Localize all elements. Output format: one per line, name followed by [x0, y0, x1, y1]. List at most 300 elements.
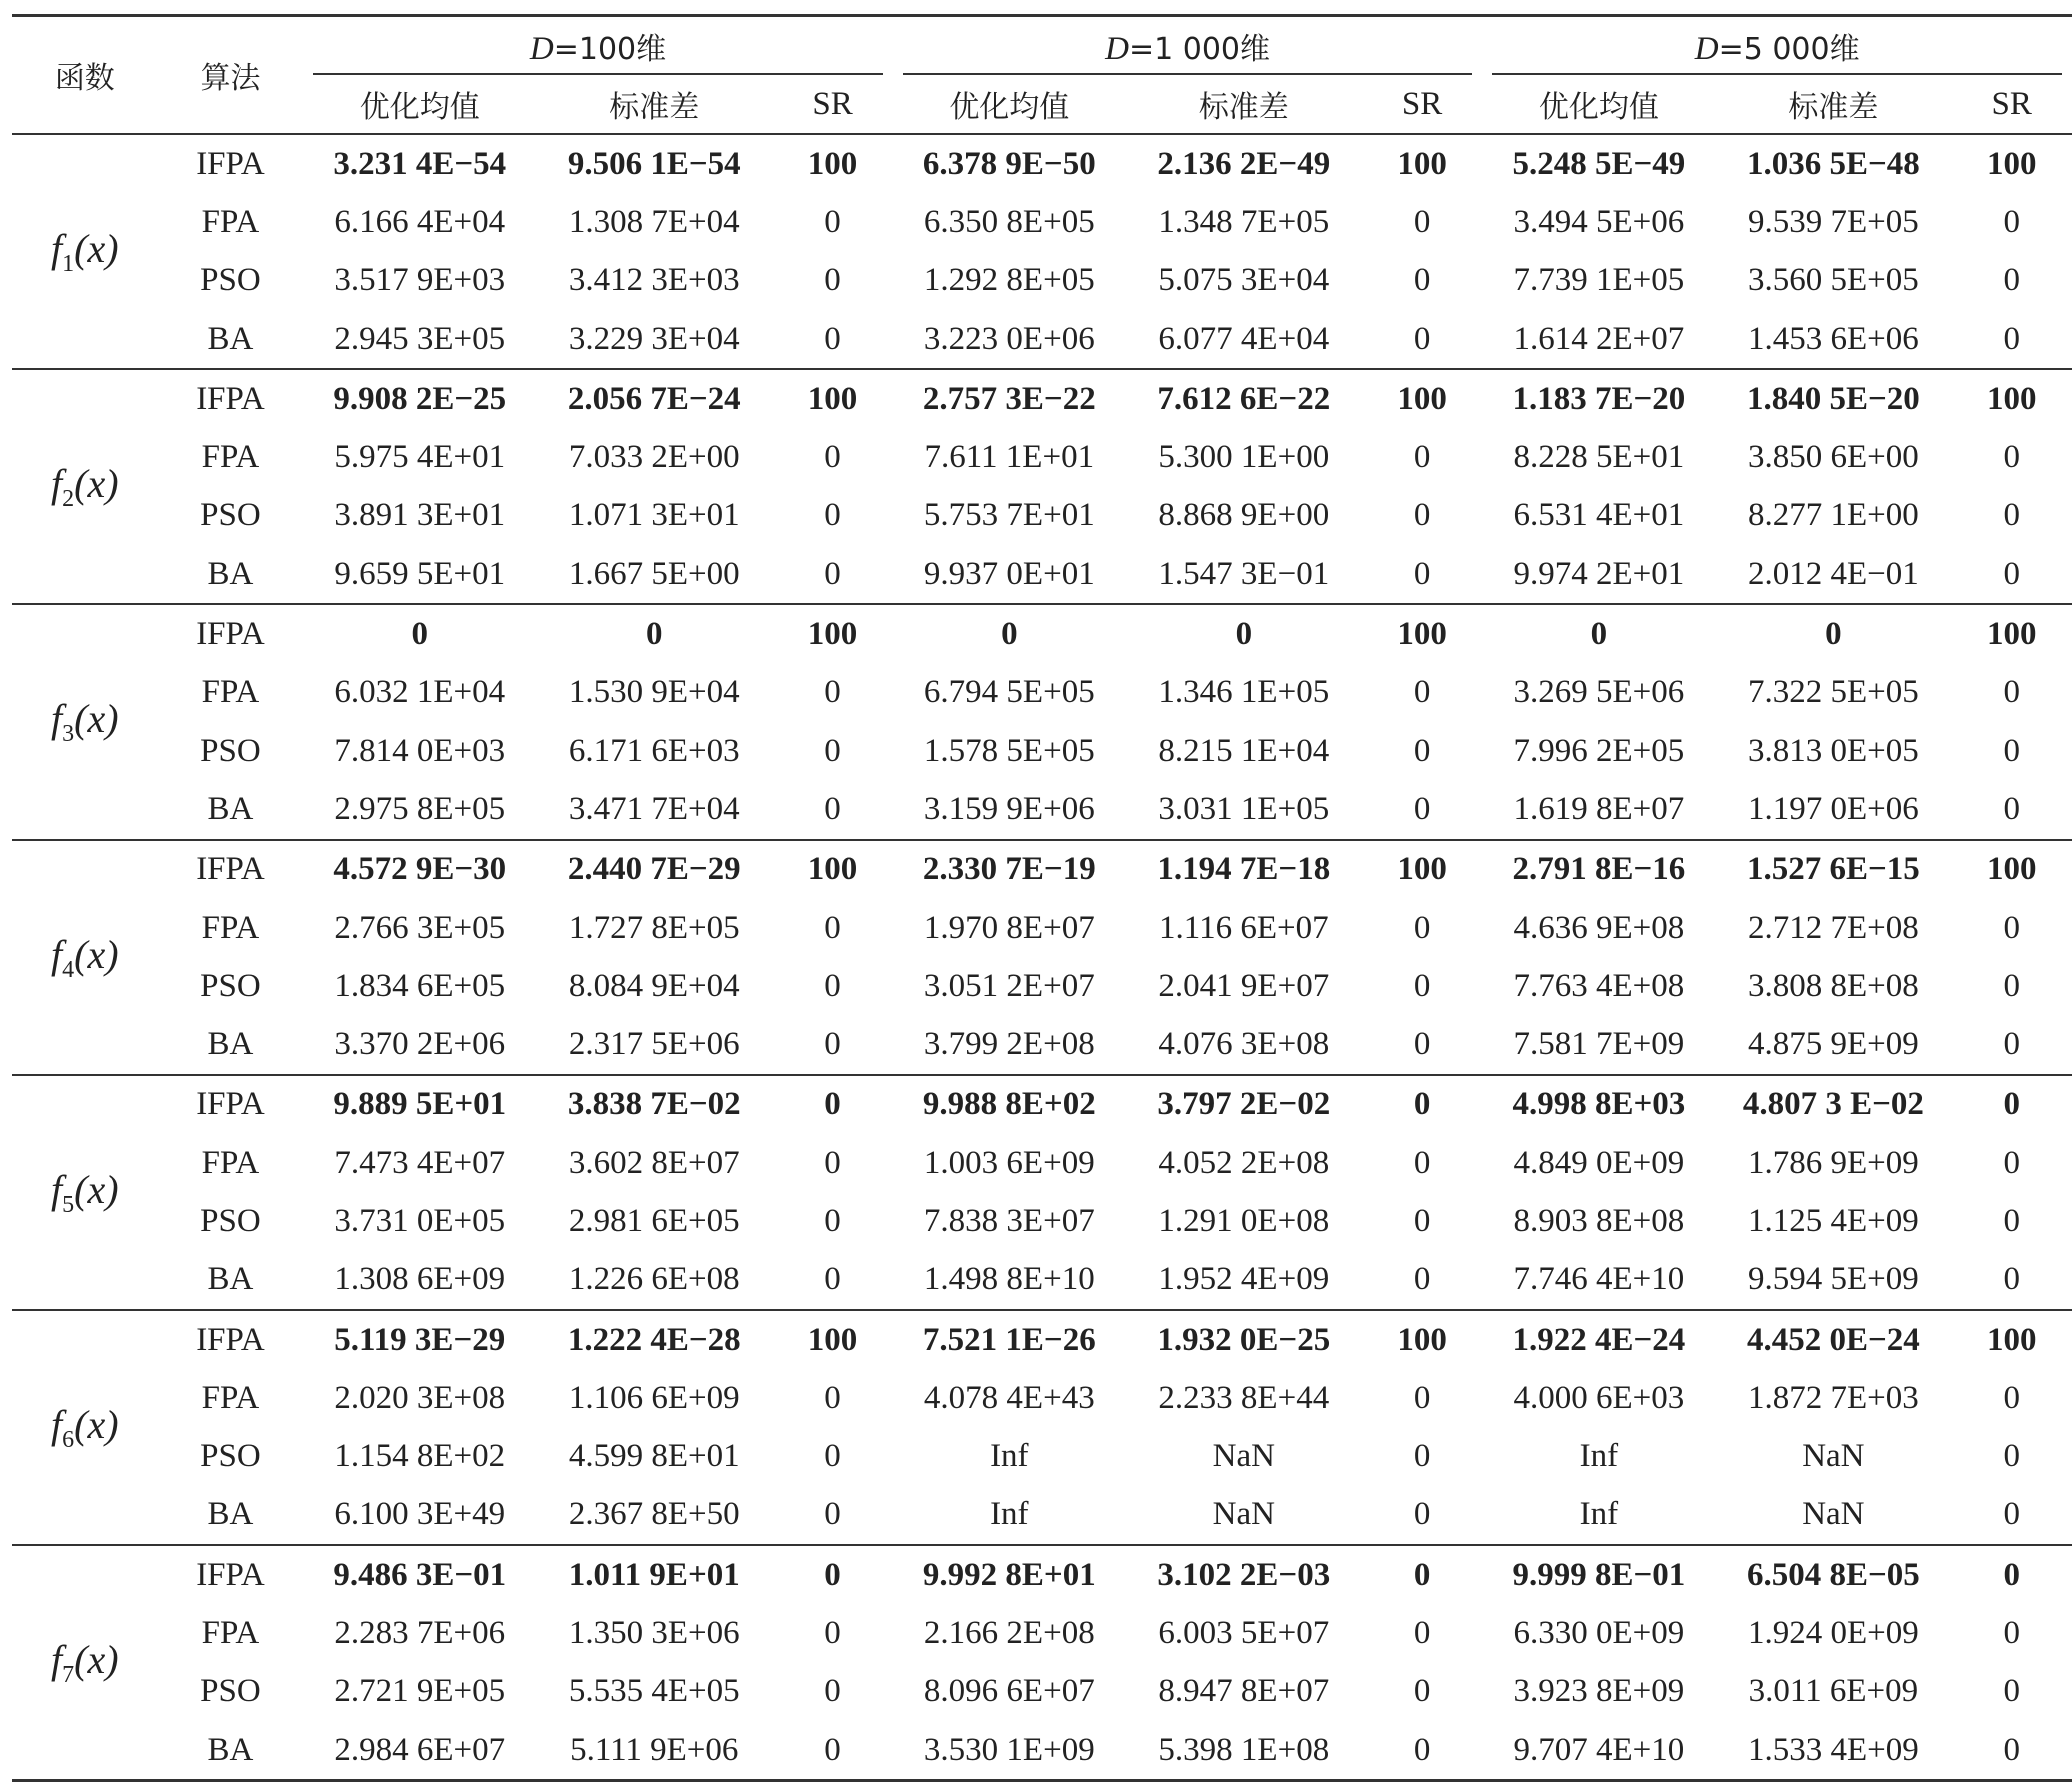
- mean-cell: 2.945 3E+05: [334, 320, 506, 357]
- std-cell: 1.291 0E+08: [1158, 1202, 1330, 1239]
- sr-cell: 0: [1413, 790, 1431, 827]
- mean-cell: 5.248 5E−49: [1512, 145, 1686, 182]
- table-row: [12, 1251, 2072, 1310]
- std-cell: 0: [1715, 604, 1951, 663]
- sr-cell: 0: [772, 1721, 893, 1781]
- std-cell: 2.317 5E+06: [568, 1026, 740, 1063]
- sr-cell: 0: [1413, 1144, 1431, 1181]
- sr-cell: 100: [1951, 840, 2072, 899]
- mean-cell: 4.636 9E+08: [1513, 909, 1685, 946]
- header-std: 标准差: [1126, 75, 1362, 134]
- mean-cell: 1.619 8E+07: [1513, 790, 1685, 827]
- sr-cell: 0: [2003, 967, 2020, 1004]
- algorithm-cell: BA: [207, 1261, 254, 1298]
- std-cell: 4.452 0E−24: [1715, 1310, 1951, 1369]
- std-cell: 6.077 4E+04: [1158, 320, 1330, 357]
- mean-cell: 1.834 6E+05: [334, 967, 506, 1004]
- sr-cell: 0: [824, 1673, 841, 1710]
- mean-cell: 2.166 2E+08: [923, 1615, 1095, 1652]
- std-cell: 3.031 1E+05: [1158, 790, 1330, 827]
- sr-cell: 0: [1362, 1721, 1483, 1781]
- std-cell: 2.981 6E+05: [568, 1202, 740, 1239]
- sr-cell: 0: [772, 1075, 893, 1134]
- sr-cell: 100: [1951, 369, 2072, 428]
- sr-cell: 0: [1413, 1438, 1431, 1475]
- std-cell: 3.471 7E+04: [568, 790, 740, 827]
- sr-cell: 0: [1362, 1545, 1483, 1604]
- std-cell: 1.071 3E+01: [568, 497, 740, 534]
- mean-cell: 9.988 8E+02: [893, 1075, 1126, 1134]
- mean-cell: 9.937 0E+01: [923, 555, 1095, 592]
- algorithm-cell: IFPA: [158, 1545, 304, 1604]
- sr-cell: 0: [1413, 320, 1431, 357]
- sr-cell: 0: [824, 1438, 841, 1475]
- mean-cell: 4.078 4E+43: [923, 1379, 1095, 1416]
- std-cell: 8.868 9E+00: [1158, 497, 1330, 534]
- algorithm-cell: FPA: [201, 909, 260, 946]
- function-label: $f_4(x)$: [12, 840, 158, 1075]
- mean-cell: 8.096 6E+07: [923, 1673, 1095, 1710]
- algorithm-cell: BA: [207, 1496, 254, 1533]
- std-cell: 8.277 1E+00: [1747, 497, 1919, 534]
- std-cell: 6.171 6E+03: [568, 732, 740, 769]
- algorithm-cell: FPA: [201, 203, 260, 240]
- algorithm-cell: IFPA: [158, 1075, 304, 1134]
- table-row: [12, 1192, 2072, 1250]
- std-cell: 2.012 4E−01: [1747, 555, 1919, 592]
- std-cell: 2.136 2E−49: [1157, 145, 1331, 182]
- table-row: [12, 310, 2072, 369]
- table-row: [12, 134, 2072, 193]
- mean-cell: 7.746 4E+10: [1513, 1261, 1685, 1298]
- std-cell: NaN: [1212, 1438, 1275, 1475]
- mean-cell: 7.581 7E+09: [1513, 1026, 1685, 1063]
- sr-cell: 0: [824, 555, 841, 592]
- std-cell: 2.056 7E−24: [536, 369, 772, 428]
- header-mean: 优化均值: [893, 75, 1126, 134]
- mean-cell: 3.269 5E+06: [1513, 674, 1685, 711]
- std-cell: 4.875 9E+09: [1747, 1026, 1919, 1063]
- table-header: [12, 16, 2072, 135]
- sr-cell: 0: [1413, 439, 1431, 476]
- sr-cell: 0: [2003, 909, 2020, 946]
- mean-cell: 6.032 1E+04: [334, 674, 506, 711]
- sr-cell: 0: [824, 1496, 841, 1533]
- mean-cell: 2.757 3E−22: [893, 369, 1126, 428]
- table-row: [12, 428, 2072, 486]
- std-cell: 1.840 5E−20: [1715, 369, 1951, 428]
- table-row: [12, 1015, 2072, 1074]
- mean-cell: 0: [1482, 604, 1715, 663]
- mean-cell: 3.731 0E+05: [334, 1202, 506, 1239]
- sr-cell: 0: [1413, 909, 1431, 946]
- mean-cell: 3.530 1E+09: [893, 1721, 1126, 1781]
- mean-cell: 8.903 8E+08: [1513, 1202, 1685, 1239]
- table-row: [12, 1075, 2072, 1134]
- std-cell: 6.003 5E+07: [1158, 1615, 1330, 1652]
- sr-cell: 0: [824, 674, 841, 711]
- mean-cell: 3.051 2E+07: [923, 967, 1095, 1004]
- mean-cell: Inf: [1579, 1438, 1619, 1475]
- mean-cell: 6.330 0E+09: [1513, 1615, 1685, 1652]
- mean-cell: Inf: [990, 1496, 1029, 1533]
- header-sr: SR: [772, 75, 893, 134]
- sr-cell: 100: [1362, 840, 1483, 899]
- std-cell: 9.506 1E−54: [567, 145, 741, 182]
- algorithm-cell: BA: [158, 1721, 304, 1781]
- algorithm-cell: BA: [207, 555, 254, 592]
- std-cell: 3.560 5E+05: [1747, 262, 1919, 299]
- header-mean: 优化均值: [303, 75, 536, 134]
- std-cell: 3.850 6E+00: [1747, 439, 1919, 476]
- sr-cell: 0: [1413, 262, 1431, 299]
- sr-cell: 0: [824, 1261, 841, 1298]
- table-row: [12, 487, 2072, 545]
- std-cell: 3.808 8E+08: [1747, 967, 1919, 1004]
- algorithm-cell: BA: [207, 790, 254, 827]
- std-cell: 9.594 5E+09: [1747, 1261, 1919, 1298]
- std-cell: 0: [536, 604, 772, 663]
- std-cell: 3.102 2E−03: [1126, 1545, 1362, 1604]
- std-cell: 1.527 6E−15: [1715, 840, 1951, 899]
- sr-cell: 0: [2003, 790, 2020, 827]
- algorithm-cell: FPA: [201, 1144, 260, 1181]
- mean-cell: 1.003 6E+09: [923, 1144, 1095, 1181]
- mean-cell: 6.378 9E−50: [922, 145, 1096, 182]
- std-cell: 2.041 9E+07: [1158, 967, 1330, 1004]
- table-row: [12, 604, 2072, 663]
- std-cell: 1.011 9E+01: [536, 1545, 772, 1604]
- mean-cell: 9.992 8E+01: [893, 1545, 1126, 1604]
- std-cell: 1.924 0E+09: [1747, 1615, 1919, 1652]
- algorithm-cell: PSO: [200, 732, 261, 769]
- mean-cell: 9.974 2E+01: [1513, 555, 1685, 592]
- std-cell: 1.194 7E−18: [1126, 840, 1362, 899]
- std-cell: 4.076 3E+08: [1158, 1026, 1330, 1063]
- sr-cell: 0: [1413, 1261, 1431, 1298]
- mean-cell: 2.766 3E+05: [334, 909, 506, 946]
- sr-cell: 0: [824, 967, 841, 1004]
- sr-cell: 0: [824, 497, 841, 534]
- sr-cell: 100: [1362, 369, 1483, 428]
- mean-cell: 6.350 8E+05: [923, 203, 1095, 240]
- sr-cell: 0: [2003, 674, 2020, 711]
- algorithm-cell: PSO: [200, 1202, 261, 1239]
- sr-cell: 0: [2003, 1144, 2020, 1181]
- mean-cell: 1.614 2E+07: [1513, 320, 1685, 357]
- table-row: [12, 899, 2072, 957]
- mean-cell: 7.611 1E+01: [924, 439, 1095, 476]
- std-cell: 8.084 9E+04: [568, 967, 740, 1004]
- algorithm-cell: BA: [207, 1026, 254, 1063]
- std-cell: 2.440 7E−29: [536, 840, 772, 899]
- mean-cell: 3.799 2E+08: [923, 1026, 1095, 1063]
- sr-cell: 0: [824, 790, 841, 827]
- function-label: $f_6(x)$: [12, 1310, 158, 1545]
- std-cell: 1.727 8E+05: [568, 909, 740, 946]
- table-row: [12, 957, 2072, 1015]
- sr-cell: 0: [2003, 320, 2020, 357]
- std-cell: 8.947 8E+07: [1158, 1673, 1330, 1710]
- mean-cell: 2.975 8E+05: [334, 790, 506, 827]
- mean-cell: 1.183 7E−20: [1482, 369, 1715, 428]
- algorithm-cell: FPA: [201, 1615, 260, 1652]
- std-cell: 6.504 8E−05: [1715, 1545, 1951, 1604]
- mean-cell: 2.283 7E+06: [334, 1615, 506, 1652]
- comparison-table: [12, 14, 2072, 1782]
- sr-cell: 0: [1413, 203, 1431, 240]
- mean-cell: 3.517 9E+03: [334, 262, 506, 299]
- std-cell: 1.346 1E+05: [1158, 674, 1330, 711]
- header-group-5000: D=5 000维: [1482, 16, 2072, 76]
- table-row: [12, 840, 2072, 899]
- std-cell: 1.308 7E+04: [568, 203, 740, 240]
- std-cell: 5.398 1E+08: [1126, 1721, 1362, 1781]
- sr-cell: 0: [824, 1144, 841, 1181]
- mean-cell: 2.330 7E−19: [893, 840, 1126, 899]
- sr-cell: 0: [1413, 555, 1431, 592]
- std-cell: 1.226 6E+08: [568, 1261, 740, 1298]
- sr-cell: 0: [1951, 1075, 2072, 1134]
- mean-cell: 7.739 1E+05: [1513, 262, 1685, 299]
- mean-cell: 6.794 5E+05: [923, 674, 1095, 711]
- function-label: $f_1(x)$: [51, 226, 119, 278]
- std-cell: 1.453 6E+06: [1747, 320, 1919, 357]
- table-body: [12, 134, 2072, 1781]
- sr-cell: 100: [772, 604, 893, 663]
- mean-cell: 9.707 4E+10: [1482, 1721, 1715, 1781]
- mean-cell: 2.020 3E+08: [334, 1379, 506, 1416]
- sr-cell: 100: [772, 1310, 893, 1369]
- sr-cell: 100: [1362, 604, 1483, 663]
- std-cell: 1.125 4E+09: [1747, 1202, 1919, 1239]
- mean-cell: 7.838 3E+07: [923, 1202, 1095, 1239]
- header-group-1000: D=1 000维: [893, 16, 1483, 76]
- mean-cell: 3.231 4E−54: [333, 145, 507, 182]
- table-row: [12, 252, 2072, 310]
- sr-cell: 0: [824, 262, 841, 299]
- table-row: [12, 193, 2072, 251]
- mean-cell: 4.849 0E+09: [1513, 1144, 1685, 1181]
- std-cell: 4.052 2E+08: [1158, 1144, 1330, 1181]
- std-cell: 1.348 7E+05: [1158, 203, 1330, 240]
- function-label: $f_2(x)$: [12, 369, 158, 604]
- sr-cell: 0: [824, 909, 841, 946]
- mean-cell: 9.908 2E−25: [303, 369, 536, 428]
- sr-cell: 100: [807, 145, 858, 182]
- sr-cell: 0: [824, 1615, 841, 1652]
- mean-cell: 9.889 5E+01: [303, 1075, 536, 1134]
- sr-cell: 100: [772, 369, 893, 428]
- table-row: [12, 1545, 2072, 1604]
- sr-cell: 0: [824, 1379, 841, 1416]
- algorithm-cell: PSO: [200, 967, 261, 1004]
- sr-cell: 100: [1986, 145, 2037, 182]
- std-cell: 2.712 7E+08: [1747, 909, 1919, 946]
- mean-cell: 9.999 8E−01: [1482, 1545, 1715, 1604]
- std-cell: 1.872 7E+03: [1747, 1379, 1919, 1416]
- table-row: [12, 780, 2072, 839]
- mean-cell: 3.370 2E+06: [334, 1026, 506, 1063]
- std-cell: 1.036 5E−48: [1746, 145, 1920, 182]
- mean-cell: 5.753 7E+01: [923, 497, 1095, 534]
- table-row: [12, 1721, 2072, 1781]
- header-sr: SR: [1362, 75, 1483, 134]
- std-cell: 2.367 8E+50: [568, 1496, 740, 1533]
- algorithm-cell: PSO: [200, 1438, 261, 1475]
- sr-cell: 0: [1951, 1545, 2072, 1604]
- std-cell: 3.011 6E+09: [1748, 1673, 1919, 1710]
- mean-cell: 0: [303, 604, 536, 663]
- mean-cell: 2.791 8E−16: [1482, 840, 1715, 899]
- std-cell: 1.786 9E+09: [1747, 1144, 1919, 1181]
- sr-cell: 0: [2003, 1379, 2020, 1416]
- std-cell: NaN: [1802, 1496, 1865, 1533]
- std-cell: 3.229 3E+04: [568, 320, 740, 357]
- sr-cell: 0: [2003, 203, 2020, 240]
- std-cell: 7.322 5E+05: [1747, 674, 1919, 711]
- mean-cell: 1.292 8E+05: [923, 262, 1095, 299]
- table-row: [12, 1486, 2072, 1545]
- mean-cell: 9.659 5E+01: [334, 555, 506, 592]
- mean-cell: 3.223 0E+06: [923, 320, 1095, 357]
- header-algorithm: 算法: [158, 16, 304, 135]
- std-cell: 1.667 5E+00: [568, 555, 740, 592]
- std-cell: 3.838 7E−02: [536, 1075, 772, 1134]
- mean-cell: 3.494 5E+06: [1513, 203, 1685, 240]
- sr-cell: 0: [2003, 262, 2020, 299]
- std-cell: 7.033 2E+00: [568, 439, 740, 476]
- algorithm-cell: PSO: [200, 262, 261, 299]
- mean-cell: 1.578 5E+05: [923, 732, 1095, 769]
- mean-cell: 1.154 8E+02: [334, 1438, 506, 1475]
- table-row: [12, 545, 2072, 604]
- algorithm-cell: PSO: [200, 1673, 261, 1710]
- sr-cell: 0: [2003, 439, 2020, 476]
- sr-cell: 100: [1397, 145, 1447, 182]
- algorithm-cell: IFPA: [158, 604, 304, 663]
- sr-cell: 0: [1413, 674, 1431, 711]
- std-cell: 5.111 9E+06: [536, 1721, 772, 1781]
- sr-cell: 0: [1413, 497, 1431, 534]
- sr-cell: 0: [772, 1545, 893, 1604]
- mean-cell: 6.100 3E+49: [334, 1496, 506, 1533]
- mean-cell: 7.814 0E+03: [334, 732, 506, 769]
- std-cell: 1.106 6E+09: [568, 1379, 740, 1416]
- sr-cell: 0: [824, 1202, 841, 1239]
- table-row: [12, 1663, 2072, 1721]
- std-cell: 1.197 0E+06: [1747, 790, 1919, 827]
- algorithm-cell: FPA: [201, 439, 260, 476]
- header-mean: 优化均值: [1482, 75, 1715, 134]
- mean-cell: 7.996 2E+05: [1513, 732, 1685, 769]
- mean-cell: 8.228 5E+01: [1513, 439, 1685, 476]
- mean-cell: 2.984 6E+07: [303, 1721, 536, 1781]
- sr-cell: 0: [2003, 497, 2020, 534]
- algorithm-cell: BA: [207, 320, 254, 357]
- mean-cell: 4.000 6E+03: [1513, 1379, 1685, 1416]
- mean-cell: 4.998 8E+03: [1482, 1075, 1715, 1134]
- mean-cell: 3.159 9E+06: [923, 790, 1095, 827]
- mean-cell: 2.721 9E+05: [334, 1673, 506, 1710]
- std-cell: 4.599 8E+01: [568, 1438, 740, 1475]
- header-std: 标准差: [536, 75, 772, 134]
- header-group-100: D=100维: [303, 16, 893, 76]
- header-sr: SR: [1951, 75, 2072, 134]
- std-cell: 3.602 8E+07: [568, 1144, 740, 1181]
- table-row: [12, 1310, 2072, 1369]
- function-label: $f_7(x)$: [12, 1545, 158, 1781]
- mean-cell: 7.473 4E+07: [334, 1144, 506, 1181]
- algorithm-cell: IFPA: [196, 145, 265, 182]
- mean-cell: 5.119 3E−29: [303, 1310, 536, 1369]
- algorithm-cell: FPA: [201, 674, 260, 711]
- table-row: [12, 1134, 2072, 1192]
- sr-cell: 0: [1413, 1615, 1431, 1652]
- sr-cell: 0: [1951, 1721, 2072, 1781]
- sr-cell: 0: [2003, 1496, 2020, 1533]
- header-std: 标准差: [1715, 75, 1951, 134]
- sr-cell: 0: [1413, 732, 1431, 769]
- sr-cell: 0: [1413, 1379, 1431, 1416]
- mean-cell: 0: [893, 604, 1126, 663]
- function-label: $f_3(x)$: [12, 604, 158, 839]
- sr-cell: 0: [824, 439, 841, 476]
- std-cell: 1.116 6E+07: [1159, 909, 1329, 946]
- mean-cell: 1.308 6E+09: [334, 1261, 506, 1298]
- algorithm-cell: IFPA: [158, 1310, 304, 1369]
- std-cell: 0: [1126, 604, 1362, 663]
- mean-cell: Inf: [990, 1438, 1029, 1475]
- std-cell: 1.932 0E−25: [1126, 1310, 1362, 1369]
- algorithm-cell: IFPA: [158, 840, 304, 899]
- std-cell: 8.215 1E+04: [1158, 732, 1330, 769]
- std-cell: 1.530 9E+04: [568, 674, 740, 711]
- std-cell: 2.233 8E+44: [1158, 1379, 1330, 1416]
- std-cell: 1.222 4E−28: [536, 1310, 772, 1369]
- sr-cell: 0: [824, 320, 841, 357]
- sr-cell: 0: [824, 1026, 841, 1063]
- sr-cell: 0: [2003, 1202, 2020, 1239]
- mean-cell: 9.486 3E−01: [303, 1545, 536, 1604]
- header-function: 函数: [12, 16, 158, 135]
- table-row: [12, 664, 2072, 722]
- algorithm-cell: IFPA: [158, 369, 304, 428]
- mean-cell: 4.572 9E−30: [303, 840, 536, 899]
- std-cell: 5.535 4E+05: [568, 1673, 740, 1710]
- sr-cell: 0: [1413, 1673, 1431, 1710]
- std-cell: 1.952 4E+09: [1158, 1261, 1330, 1298]
- function-label: $f_5(x)$: [12, 1075, 158, 1310]
- sr-cell: 0: [1413, 1026, 1431, 1063]
- sr-cell: 0: [2003, 555, 2020, 592]
- mean-cell: 3.923 8E+09: [1513, 1673, 1685, 1710]
- sr-cell: 0: [2003, 1615, 2020, 1652]
- std-cell: NaN: [1802, 1438, 1865, 1475]
- sr-cell: 0: [1362, 1075, 1483, 1134]
- mean-cell: 7.763 4E+08: [1513, 967, 1685, 1004]
- std-cell: 3.813 0E+05: [1747, 732, 1919, 769]
- sr-cell: 0: [1413, 1202, 1431, 1239]
- std-cell: 7.612 6E−22: [1126, 369, 1362, 428]
- std-cell: 1.533 4E+09: [1715, 1721, 1951, 1781]
- table-row: [12, 1428, 2072, 1486]
- mean-cell: Inf: [1579, 1496, 1619, 1533]
- std-cell: 3.412 3E+03: [568, 262, 740, 299]
- sr-cell: 100: [1951, 604, 2072, 663]
- mean-cell: 1.970 8E+07: [923, 909, 1095, 946]
- mean-cell: 6.531 4E+01: [1513, 497, 1685, 534]
